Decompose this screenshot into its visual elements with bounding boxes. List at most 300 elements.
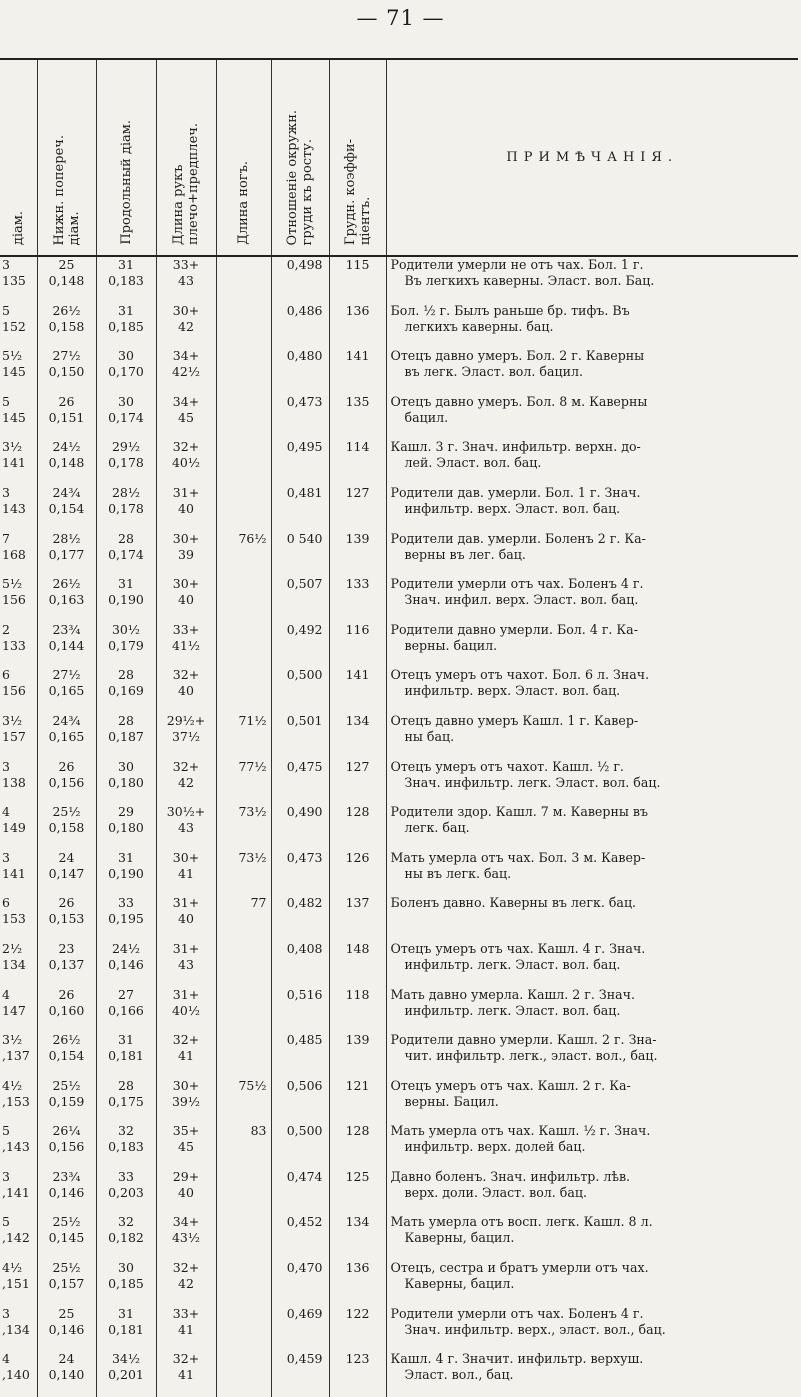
cell-diam-bottom: 152 [2,318,26,334]
cell-diam [0,348,37,394]
cell-longitudinal-top: 31 [118,1305,134,1321]
cell-diam-bottom: ,140 [2,1367,30,1383]
note-line-1: Родители умерли отъ чах. Боленъ 4 г. [390,1305,644,1321]
header-arm-length: Длина рукъ плечо+предплеч. [156,59,216,256]
cell-note [386,941,798,987]
cell-arm-length-bottom: 40 [178,500,194,516]
cell-leg-length [216,348,271,394]
cell-arm-length [156,256,216,303]
cell-lower-transverse-top: 25½ [52,804,81,820]
cell-longitudinal-bottom: 0,174 [108,546,144,562]
cell-longitudinal-bottom: 0,181 [108,1321,144,1337]
cell-arm-length-top: 30+ [172,576,200,592]
table-row [0,850,798,896]
cell-leg-length: 77 [216,895,271,941]
cell-lower-transverse-bottom: 0,160 [48,1002,85,1018]
cell-longitudinal [96,1123,156,1169]
cell-note [386,1351,798,1397]
cell-diam-bottom: 149 [2,820,26,836]
cell-lower-transverse-bottom: 0,154 [48,1048,85,1064]
cell-longitudinal-top: 31 [118,257,134,272]
cell-lower-transverse-bottom: 0,144 [48,637,85,653]
cell-chest-ratio: 0,408 [271,941,329,987]
note-line-1: Отецъ умеръ отъ чах. Кашл. 2 г. Ка- [390,1077,631,1093]
cell-note [386,850,798,896]
cell-longitudinal-bottom: 0,178 [108,500,144,516]
cell-arm-length-bottom: 40½ [171,455,201,471]
cell-note [386,667,798,713]
cell-lower-transverse-top: 27½ [52,667,81,683]
cell-arm-length [156,622,216,668]
cell-diam-top: 3 [2,758,10,774]
note-line-2: верны. Бацил. [404,1093,499,1109]
cell-diam [0,485,37,531]
cell-longitudinal-top: 29½ [111,439,141,455]
note-line-2: инфильтр. верх. Эласт. вол. бац. [404,683,621,699]
cell-longitudinal-bottom: 0,183 [108,1139,144,1155]
cell-lower-transverse-top: 24 [58,1351,75,1367]
cell-lower-transverse-top: 24 [58,849,75,865]
note-line-2: инфильтр. легк. Эласт. вол. бац. [404,1002,621,1018]
note-line-1: Родители дав. умерли. Бол. 1 г. Знач. [390,484,641,500]
cell-arm-length-top: 34+ [172,348,200,364]
cell-lower-transverse-bottom: 0,146 [48,1184,85,1200]
cell-lower-transverse-bottom: 0,156 [48,774,85,790]
cell-arm-length-top: 31+ [172,895,200,911]
note-line-2: инфильтр. верх. Эласт. вол. бац. [404,500,621,516]
cell-note [386,439,798,485]
cell-lower-transverse-bottom: 0,148 [48,273,85,288]
cell-chest-coefficient: 141 [329,348,386,394]
cell-leg-length [216,1260,271,1306]
cell-lower-transverse-bottom: 0,147 [48,865,85,881]
cell-arm-length-top: 31+ [172,484,200,500]
cell-leg-length [216,303,271,349]
cell-diam [0,1032,37,1078]
cell-arm-length-top: 30½+ [166,804,206,820]
cell-chest-coefficient: 116 [329,622,386,668]
table-row [0,303,798,349]
cell-longitudinal-bottom: 0,185 [108,318,144,334]
table-row [0,1078,798,1124]
cell-arm-length [156,941,216,987]
cell-longitudinal-top: 30½ [111,621,141,637]
cell-chest-ratio: 0,495 [271,439,329,485]
cell-chest-coefficient: 127 [329,485,386,531]
cell-note [386,394,798,440]
cell-diam [0,1260,37,1306]
cell-arm-length-top: 35+ [172,1123,200,1139]
cell-longitudinal [96,941,156,987]
cell-diam-bottom: 157 [2,728,26,744]
cell-diam-top: 4½ [2,1260,23,1276]
cell-arm-length-bottom: 40 [178,683,194,699]
header-row [0,59,798,256]
cell-leg-length [216,1214,271,1260]
cell-chest-coefficient: 148 [329,941,386,987]
cell-arm-length [156,394,216,440]
cell-leg-length [216,576,271,622]
note-line-2: инфильтр. легк. Эласт. вол. бац. [404,956,621,972]
cell-note [386,1169,798,1215]
cell-arm-length [156,303,216,349]
cell-note [386,1078,798,1124]
table-row [0,1123,798,1169]
cell-lower-transverse-top: 28½ [52,530,81,546]
note-line-2: Въ легкихъ каверны. Эласт. вол. Бац. [404,273,655,288]
cell-longitudinal-bottom: 0,182 [108,1230,144,1246]
cell-note [386,1123,798,1169]
cell-leg-length: 73½ [216,804,271,850]
cell-lower-transverse-bottom: 0,165 [48,728,85,744]
cell-longitudinal [96,895,156,941]
cell-chest-ratio: 0,492 [271,622,329,668]
cell-chest-ratio: 0,470 [271,1260,329,1306]
cell-lower-transverse [37,1306,96,1352]
cell-lower-transverse [37,622,96,668]
cell-leg-length: 71½ [216,713,271,759]
cell-longitudinal-top: 28 [118,667,134,683]
cell-lower-transverse-bottom: 0,137 [48,956,85,972]
cell-longitudinal [96,531,156,577]
cell-lower-transverse-bottom: 0,156 [48,1139,85,1155]
note-line-1: Бол. ½ г. Былъ раньше бр. тифъ. Въ [390,302,630,318]
cell-longitudinal-top: 28 [118,530,134,546]
cell-longitudinal-bottom: 0,180 [108,774,144,790]
note-line-1: Родители умерли не отъ чах. Бол. 1 г. [390,257,644,272]
table-row [0,1214,798,1260]
cell-diam-bottom: ,153 [2,1093,30,1109]
cell-diam [0,987,37,1033]
cell-longitudinal [96,713,156,759]
cell-note [386,1260,798,1306]
cell-arm-length [156,895,216,941]
cell-chest-coefficient: 134 [329,713,386,759]
cell-leg-length [216,394,271,440]
cell-chest-ratio: 0,507 [271,576,329,622]
cell-longitudinal-top: 32 [118,1123,134,1139]
cell-diam-bottom: 147 [2,1002,26,1018]
cell-arm-length-bottom: 43 [178,273,194,288]
table-row [0,713,798,759]
cell-leg-length [216,1032,271,1078]
cell-diam [0,713,37,759]
cell-lower-transverse-top: 25 [58,1305,75,1321]
cell-arm-length [156,1032,216,1078]
note-line-1: Боленъ давно. Каверны въ легк. бац. [390,895,637,911]
cell-lower-transverse [37,485,96,531]
cell-longitudinal-bottom: 0,183 [108,273,144,288]
cell-lower-transverse-top: 26 [58,895,75,911]
cell-diam-top: 3 [2,257,10,272]
cell-lower-transverse [37,576,96,622]
cell-longitudinal [96,256,156,303]
cell-longitudinal [96,439,156,485]
cell-arm-length-bottom: 39 [178,546,194,562]
cell-chest-coefficient: 133 [329,576,386,622]
cell-leg-length: 77½ [216,759,271,805]
cell-longitudinal-top: 34½ [111,1351,141,1367]
cell-diam-bottom: 143 [2,500,26,516]
cell-longitudinal [96,576,156,622]
cell-diam-bottom: 153 [2,911,26,927]
cell-chest-ratio: 0,485 [271,1032,329,1078]
cell-lower-transverse-top: 26 [58,986,75,1002]
cell-diam-top: 5 [2,1123,10,1139]
cell-arm-length-bottom: 43½ [171,1230,201,1246]
cell-lower-transverse [37,759,96,805]
cell-diam-bottom: 145 [2,364,26,380]
cell-longitudinal [96,394,156,440]
cell-lower-transverse-bottom: 0,151 [48,409,85,425]
cell-note [386,576,798,622]
cell-note [386,256,798,303]
note-line-2: верны въ лег. бац. [404,546,526,562]
cell-arm-length [156,531,216,577]
note-line-2: Каверны, бацил. [404,1276,515,1292]
cell-longitudinal-top: 24½ [111,940,141,956]
cell-arm-length-bottom: 42 [178,774,194,790]
cell-longitudinal-bottom: 0,181 [108,1048,144,1064]
cell-lower-transverse-bottom: 0,153 [48,911,85,927]
cell-diam [0,759,37,805]
cell-longitudinal [96,348,156,394]
cell-arm-length-bottom: 41½ [171,637,201,653]
cell-longitudinal [96,1214,156,1260]
table-row [0,348,798,394]
cell-longitudinal-bottom: 0,185 [108,1276,144,1292]
cell-lower-transverse-top: 24¾ [52,484,81,500]
cell-longitudinal-top: 31 [118,1032,134,1048]
cell-chest-coefficient: 128 [329,804,386,850]
cell-chest-coefficient: 118 [329,987,386,1033]
cell-chest-ratio: 0,480 [271,348,329,394]
anthropometry-table [0,58,798,1397]
header-chest-coefficient: Грудн. коэффи- ціентъ. [329,59,386,256]
cell-longitudinal-bottom: 0,195 [108,911,144,927]
table-row [0,531,798,577]
cell-lower-transverse-bottom: 0,145 [48,1230,85,1246]
cell-lower-transverse [37,1123,96,1169]
cell-diam [0,531,37,577]
cell-longitudinal-top: 28½ [111,484,141,500]
cell-chest-ratio: 0,516 [271,987,329,1033]
cell-arm-length [156,804,216,850]
cell-lower-transverse [37,1032,96,1078]
cell-diam [0,850,37,896]
cell-lower-transverse [37,394,96,440]
header-chest-height-ratio: Отношеніе окружн. груди къ росту. [271,59,329,256]
note-line-2: Знач. инфил. верх. Эласт. вол. бац. [404,592,639,608]
cell-longitudinal-top: 27 [118,986,134,1002]
cell-note [386,987,798,1033]
cell-diam-top: 3 [2,849,10,865]
cell-lower-transverse [37,348,96,394]
cell-chest-ratio: 0,490 [271,804,329,850]
cell-longitudinal-top: 30 [118,758,134,774]
cell-chest-ratio: 0,500 [271,1123,329,1169]
cell-lower-transverse [37,303,96,349]
cell-arm-length-top: 30+ [172,1077,200,1093]
cell-longitudinal [96,667,156,713]
cell-leg-length: 73½ [216,850,271,896]
cell-arm-length-bottom: 42½ [171,364,201,380]
note-line-1: Отецъ умеръ отъ чахот. Кашл. ½ г. [390,758,624,774]
table-row [0,576,798,622]
cell-lower-transverse-top: 27½ [52,348,81,364]
cell-note [386,348,798,394]
cell-lower-transverse [37,1351,96,1397]
cell-longitudinal-top: 30 [118,393,134,409]
cell-arm-length [156,1260,216,1306]
cell-arm-length-bottom: 40 [178,911,194,927]
cell-diam-top: 6 [2,895,10,911]
cell-diam [0,303,37,349]
cell-diam-top: 3½ [2,1032,23,1048]
cell-longitudinal-top: 31 [118,576,134,592]
cell-arm-length-top: 30+ [172,849,200,865]
cell-arm-length-top: 33+ [172,257,200,272]
cell-longitudinal-top: 31 [118,849,134,865]
cell-lower-transverse-bottom: 0,158 [48,820,85,836]
cell-diam-bottom: 138 [2,774,26,790]
note-line-1: Мать умерла отъ чах. Кашл. ½ г. Знач. [390,1123,651,1139]
cell-chest-coefficient: 136 [329,303,386,349]
cell-lower-transverse-top: 26¼ [52,1123,81,1139]
cell-leg-length: 75½ [216,1078,271,1124]
cell-arm-length [156,713,216,759]
cell-arm-length-top: 32+ [172,439,200,455]
cell-longitudinal-top: 29 [118,804,134,820]
note-line-2: ны въ легк. бац. [404,865,512,881]
note-line-2: Знач. инфильтр. верх., эласт. вол., бац. [404,1321,666,1337]
cell-longitudinal-bottom: 0,174 [108,409,144,425]
cell-arm-length-top: 34+ [172,393,200,409]
note-line-2: Знач. инфильтр. легк. Эласт. вол. бац. [404,774,661,790]
cell-arm-length [156,1351,216,1397]
cell-longitudinal [96,303,156,349]
header-diam: діам. [0,59,37,256]
cell-lower-transverse-bottom: 0,165 [48,683,85,699]
note-line-1: Давно боленъ. Знач. инфильтр. лѣв. [390,1168,631,1184]
cell-diam [0,394,37,440]
note-line-1: Отецъ умеръ отъ чах. Кашл. 4 г. Знач. [390,940,646,956]
cell-leg-length [216,485,271,531]
cell-chest-ratio: 0,475 [271,759,329,805]
cell-arm-length-top: 29½+ [166,712,206,728]
cell-arm-length-bottom: 45 [178,1139,194,1155]
cell-lower-transverse-top: 24½ [52,439,81,455]
note-line-1: Мать умерла отъ чах. Бол. 3 м. Кавер- [390,849,646,865]
table-row [0,987,798,1033]
cell-diam-bottom: 168 [2,546,26,562]
cell-longitudinal [96,1351,156,1397]
cell-lower-transverse-top: 25½ [52,1077,81,1093]
cell-chest-coefficient: 128 [329,1123,386,1169]
cell-longitudinal-bottom: 0,170 [108,364,144,380]
cell-arm-length-bottom: 40 [178,592,194,608]
note-line-1: Мать давно умерла. Кашл. 2 г. Знач. [390,986,635,1002]
cell-chest-ratio: 0,459 [271,1351,329,1397]
cell-arm-length-bottom: 41 [178,1321,194,1337]
cell-diam [0,804,37,850]
cell-lower-transverse-bottom: 0,146 [48,1321,85,1337]
cell-arm-length [156,1169,216,1215]
cell-note [386,531,798,577]
cell-arm-length-top: 33+ [172,621,200,637]
cell-longitudinal-bottom: 0,179 [108,637,144,653]
cell-leg-length [216,622,271,668]
cell-diam-top: 3 [2,484,10,500]
cell-diam-top: 3½ [2,712,23,728]
cell-lower-transverse-top: 24¾ [52,712,81,728]
cell-arm-length-top: 30+ [172,530,200,546]
cell-lower-transverse [37,713,96,759]
cell-arm-length-top: 32+ [172,1260,200,1276]
cell-arm-length [156,850,216,896]
cell-lower-transverse-top: 26 [58,393,75,409]
cell-note [386,759,798,805]
cell-lower-transverse-bottom: 0,158 [48,318,85,334]
cell-chest-ratio: 0,506 [271,1078,329,1124]
cell-longitudinal-bottom: 0,190 [108,592,144,608]
cell-lower-transverse-top: 25½ [52,1214,81,1230]
note-line-1: Отецъ, сестра и братъ умерли отъ чах. [390,1260,649,1276]
cell-diam-bottom: ,134 [2,1321,30,1337]
cell-longitudinal-bottom: 0,175 [108,1093,144,1109]
table-row [0,439,798,485]
cell-lower-transverse [37,895,96,941]
cell-note [386,1306,798,1352]
cell-chest-coefficient: 114 [329,439,386,485]
cell-arm-length-bottom: 41 [178,865,194,881]
cell-chest-coefficient: 115 [329,256,386,303]
cell-diam-bottom: ,143 [2,1139,30,1155]
cell-lower-transverse-top: 26½ [52,576,81,592]
cell-chest-ratio: 0,474 [271,1169,329,1215]
cell-lower-transverse [37,667,96,713]
cell-lower-transverse-bottom: 0,163 [48,592,85,608]
cell-arm-length-top: 31+ [172,986,200,1002]
cell-diam [0,1078,37,1124]
cell-longitudinal-bottom: 0,187 [108,728,144,744]
cell-chest-coefficient: 141 [329,667,386,713]
cell-longitudinal [96,1078,156,1124]
cell-lower-transverse [37,941,96,987]
cell-longitudinal-top: 33 [118,1168,134,1184]
cell-lower-transverse-bottom: 0,150 [48,364,85,380]
cell-diam-top: 5 [2,393,10,409]
cell-note [386,622,798,668]
cell-arm-length-bottom: 41 [178,1048,194,1064]
note-line-2: ны бац. [404,728,455,744]
cell-arm-length-top: 32+ [172,1351,200,1367]
cell-diam [0,1214,37,1260]
table-row [0,485,798,531]
cell-lower-transverse-top: 26 [58,758,75,774]
table-row [0,1351,798,1397]
cell-leg-length [216,439,271,485]
cell-arm-length-top: 31+ [172,940,200,956]
table-row [0,1260,798,1306]
cell-longitudinal [96,1260,156,1306]
cell-lower-transverse [37,804,96,850]
cell-leg-length: 83 [216,1123,271,1169]
cell-note [386,303,798,349]
cell-chest-coefficient: 137 [329,895,386,941]
note-line-2: легкихъ каверны. бац. [404,318,554,334]
cell-arm-length [156,667,216,713]
